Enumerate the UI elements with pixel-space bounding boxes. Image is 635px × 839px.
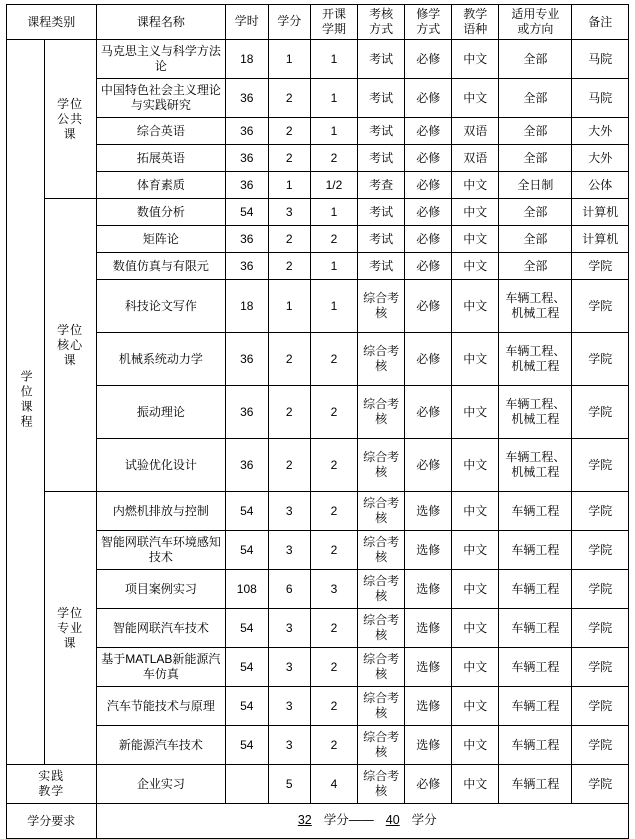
course-assessment: 综合考核	[358, 765, 405, 804]
course-credits: 2	[268, 118, 310, 145]
course-term: 1	[310, 79, 357, 118]
course-term: 1	[310, 199, 357, 226]
course-name: 智能网联汽车环境感知技术	[96, 531, 226, 570]
course-name: 试验优化设计	[96, 439, 226, 492]
course-hours: 54	[226, 531, 268, 570]
credit-max: 40	[385, 813, 400, 828]
course-remark: 学院	[572, 687, 629, 726]
table-row	[7, 609, 629, 648]
course-remark: 学院	[572, 280, 629, 333]
course-assessment: 综合考核	[358, 531, 405, 570]
course-major: 车辆工程	[499, 609, 572, 648]
table-row	[7, 439, 629, 492]
course-language: 中文	[452, 492, 499, 531]
course-credits: 1	[268, 172, 310, 199]
course-credits: 3	[268, 687, 310, 726]
course-study-mode: 选修	[405, 492, 452, 531]
course-name: 汽车节能技术与原理	[96, 687, 226, 726]
course-study-mode: 必修	[405, 172, 452, 199]
course-term: 4	[310, 765, 357, 804]
course-major: 全部	[499, 253, 572, 280]
header-credits: 学分	[268, 5, 310, 40]
course-language: 中文	[452, 439, 499, 492]
header-study-mode: 修学 方式	[405, 5, 452, 40]
course-term: 1	[310, 280, 357, 333]
course-remark: 马院	[572, 40, 629, 79]
course-credits: 3	[268, 199, 310, 226]
course-credits: 3	[268, 492, 310, 531]
course-language: 中文	[452, 609, 499, 648]
header-major: 适用专业 或方向	[499, 5, 572, 40]
course-study-mode: 选修	[405, 687, 452, 726]
course-assessment: 综合考核	[358, 386, 405, 439]
course-credits: 3	[268, 726, 310, 765]
course-term: 1	[310, 253, 357, 280]
course-study-mode: 必修	[405, 439, 452, 492]
table-row	[7, 118, 629, 145]
credit-requirement-row	[7, 804, 629, 839]
course-remark: 计算机	[572, 226, 629, 253]
course-credits: 2	[268, 145, 310, 172]
course-remark: 公体	[572, 172, 629, 199]
course-study-mode: 必修	[405, 40, 452, 79]
course-name: 拓展英语	[96, 145, 226, 172]
course-language: 中文	[452, 687, 499, 726]
course-study-mode: 必修	[405, 199, 452, 226]
course-remark: 学院	[572, 333, 629, 386]
course-major: 全部	[499, 118, 572, 145]
course-term: 2	[310, 439, 357, 492]
course-assessment: 考试	[358, 253, 405, 280]
credit-requirement-label: 学分要求	[7, 804, 97, 839]
course-credits: 5	[268, 765, 310, 804]
course-language: 中文	[452, 199, 499, 226]
course-credits: 2	[268, 226, 310, 253]
course-name: 矩阵论	[96, 226, 226, 253]
course-hours: 18	[226, 280, 268, 333]
course-hours: 108	[226, 570, 268, 609]
course-hours: 54	[226, 609, 268, 648]
course-term: 2	[310, 609, 357, 648]
course-hours: 36	[226, 226, 268, 253]
course-assessment: 考试	[358, 145, 405, 172]
course-remark: 学院	[572, 765, 629, 804]
course-name: 智能网联汽车技术	[96, 609, 226, 648]
course-assessment: 考试	[358, 226, 405, 253]
course-term: 2	[310, 687, 357, 726]
course-language: 中文	[452, 253, 499, 280]
course-language: 双语	[452, 145, 499, 172]
course-hours: 36	[226, 79, 268, 118]
course-hours: 54	[226, 726, 268, 765]
course-study-mode: 必修	[405, 145, 452, 172]
course-term: 2	[310, 492, 357, 531]
course-hours: 36	[226, 118, 268, 145]
course-assessment: 考试	[358, 118, 405, 145]
course-language: 中文	[452, 570, 499, 609]
course-major: 全日制	[499, 172, 572, 199]
table-row	[7, 333, 629, 386]
course-name: 数值分析	[96, 199, 226, 226]
credit-min: 32	[297, 813, 312, 828]
course-term: 2	[310, 386, 357, 439]
course-language: 中文	[452, 333, 499, 386]
table-row	[7, 145, 629, 172]
course-remark: 大外	[572, 145, 629, 172]
course-study-mode: 必修	[405, 765, 452, 804]
course-language: 中文	[452, 280, 499, 333]
course-assessment: 综合考核	[358, 570, 405, 609]
group-core-courses: 学位 核心 课	[44, 199, 96, 492]
course-remark: 学院	[572, 726, 629, 765]
course-assessment: 考试	[358, 79, 405, 118]
group-major-courses: 学位 专业 课	[44, 492, 96, 765]
course-term: 2	[310, 145, 357, 172]
course-remark: 大外	[572, 118, 629, 145]
course-assessment: 考试	[358, 199, 405, 226]
table-row	[7, 386, 629, 439]
course-name: 企业实习	[96, 765, 226, 804]
course-major: 车辆工程	[499, 531, 572, 570]
course-name: 内燃机排放与控制	[96, 492, 226, 531]
course-credits: 1	[268, 40, 310, 79]
course-name: 基于MATLAB新能源汽车仿真	[96, 648, 226, 687]
table-row	[7, 40, 629, 79]
credit-unit-1: 学分——	[323, 813, 374, 828]
course-credits: 2	[268, 439, 310, 492]
course-major: 全部	[499, 199, 572, 226]
course-major: 车辆工程、机械工程	[499, 386, 572, 439]
course-language: 中文	[452, 40, 499, 79]
course-name: 中国特色社会主义理论与实践研究	[96, 79, 226, 118]
course-credits: 2	[268, 386, 310, 439]
course-major: 车辆工程、机械工程	[499, 439, 572, 492]
course-hours: 54	[226, 687, 268, 726]
credit-requirement-value	[96, 804, 628, 839]
course-study-mode: 必修	[405, 253, 452, 280]
course-term: 3	[310, 570, 357, 609]
course-assessment: 综合考核	[358, 333, 405, 386]
course-remark: 学院	[572, 531, 629, 570]
course-credits: 3	[268, 648, 310, 687]
header-language: 教学 语种	[452, 5, 499, 40]
course-assessment: 综合考核	[358, 609, 405, 648]
course-hours: 36	[226, 253, 268, 280]
course-assessment: 综合考核	[358, 726, 405, 765]
course-credits: 1	[268, 280, 310, 333]
course-major: 全部	[499, 226, 572, 253]
course-name: 体育素质	[96, 172, 226, 199]
course-assessment: 综合考核	[358, 687, 405, 726]
course-language: 中文	[452, 172, 499, 199]
header-hours: 学时	[226, 5, 268, 40]
table-row	[7, 79, 629, 118]
course-study-mode: 必修	[405, 226, 452, 253]
table-row	[7, 531, 629, 570]
header-term: 开课 学期	[310, 5, 357, 40]
course-language: 中文	[452, 726, 499, 765]
credit-unit-2: 学分	[411, 813, 437, 828]
course-study-mode: 必修	[405, 79, 452, 118]
course-hours: 36	[226, 172, 268, 199]
course-credits: 2	[268, 333, 310, 386]
course-name: 科技论文写作	[96, 280, 226, 333]
course-hours: 36	[226, 386, 268, 439]
course-study-mode: 选修	[405, 609, 452, 648]
course-major: 车辆工程、机械工程	[499, 333, 572, 386]
course-study-mode: 必修	[405, 386, 452, 439]
course-major: 全部	[499, 79, 572, 118]
header-remark: 备注	[572, 5, 629, 40]
course-remark: 计算机	[572, 199, 629, 226]
course-credits: 3	[268, 609, 310, 648]
course-name: 机械系统动力学	[96, 333, 226, 386]
table-row	[7, 570, 629, 609]
course-name: 数值仿真与有限元	[96, 253, 226, 280]
course-assessment: 考查	[358, 172, 405, 199]
table-row	[7, 492, 629, 531]
course-remark: 马院	[572, 79, 629, 118]
course-table	[6, 4, 629, 839]
course-credits: 6	[268, 570, 310, 609]
course-name: 综合英语	[96, 118, 226, 145]
course-study-mode: 必修	[405, 333, 452, 386]
course-term: 1/2	[310, 172, 357, 199]
table-row	[7, 172, 629, 199]
course-hours: 18	[226, 40, 268, 79]
course-remark: 学院	[572, 386, 629, 439]
course-credits: 3	[268, 531, 310, 570]
course-major: 车辆工程	[499, 648, 572, 687]
course-assessment: 综合考核	[358, 648, 405, 687]
course-hours: 36	[226, 439, 268, 492]
course-term: 2	[310, 726, 357, 765]
course-study-mode: 选修	[405, 570, 452, 609]
table-row	[7, 280, 629, 333]
course-credits: 2	[268, 79, 310, 118]
course-assessment: 综合考核	[358, 439, 405, 492]
course-hours: 54	[226, 199, 268, 226]
table-row	[7, 226, 629, 253]
course-remark: 学院	[572, 253, 629, 280]
course-term: 2	[310, 531, 357, 570]
course-study-mode: 选修	[405, 726, 452, 765]
course-remark: 学院	[572, 439, 629, 492]
course-language: 中文	[452, 79, 499, 118]
course-major: 车辆工程	[499, 687, 572, 726]
group-degree-courses: 学位课程	[7, 40, 45, 765]
course-study-mode: 选修	[405, 648, 452, 687]
table-row	[7, 687, 629, 726]
table-header-row	[7, 5, 629, 40]
course-hours: 36	[226, 145, 268, 172]
course-language: 双语	[452, 118, 499, 145]
table-row	[7, 253, 629, 280]
course-term: 2	[310, 333, 357, 386]
course-major: 全部	[499, 145, 572, 172]
header-name: 课程名称	[96, 5, 226, 40]
course-term: 2	[310, 648, 357, 687]
course-term: 1	[310, 118, 357, 145]
group-practice-teaching: 实践 教学	[7, 765, 97, 804]
course-name: 项目案例实习	[96, 570, 226, 609]
header-assessment: 考核 方式	[358, 5, 405, 40]
course-credits: 2	[268, 253, 310, 280]
course-language: 中文	[452, 386, 499, 439]
course-assessment: 综合考核	[358, 280, 405, 333]
course-hours: 36	[226, 333, 268, 386]
course-remark: 学院	[572, 609, 629, 648]
course-name: 新能源汽车技术	[96, 726, 226, 765]
course-term: 2	[310, 226, 357, 253]
table-row	[7, 765, 629, 804]
course-study-mode: 选修	[405, 531, 452, 570]
course-major: 车辆工程	[499, 492, 572, 531]
course-hours	[226, 765, 268, 804]
course-study-mode: 必修	[405, 280, 452, 333]
table-row	[7, 199, 629, 226]
course-language: 中文	[452, 226, 499, 253]
group-public-courses: 学位 公共 课	[44, 40, 96, 199]
course-major: 全部	[499, 40, 572, 79]
course-name: 马克思主义与科学方法论	[96, 40, 226, 79]
course-remark: 学院	[572, 492, 629, 531]
course-major: 车辆工程	[499, 570, 572, 609]
course-name: 振动理论	[96, 386, 226, 439]
course-remark: 学院	[572, 570, 629, 609]
course-major: 车辆工程	[499, 765, 572, 804]
course-hours: 54	[226, 492, 268, 531]
header-category: 课程类别	[7, 5, 97, 40]
course-language: 中文	[452, 648, 499, 687]
course-assessment: 考试	[358, 40, 405, 79]
course-hours: 54	[226, 648, 268, 687]
course-major: 车辆工程、机械工程	[499, 280, 572, 333]
course-language: 中文	[452, 765, 499, 804]
course-remark: 学院	[572, 648, 629, 687]
table-row	[7, 726, 629, 765]
course-major: 车辆工程	[499, 726, 572, 765]
course-study-mode: 必修	[405, 118, 452, 145]
course-assessment: 综合考核	[358, 492, 405, 531]
course-language: 中文	[452, 531, 499, 570]
table-row	[7, 648, 629, 687]
course-term: 1	[310, 40, 357, 79]
